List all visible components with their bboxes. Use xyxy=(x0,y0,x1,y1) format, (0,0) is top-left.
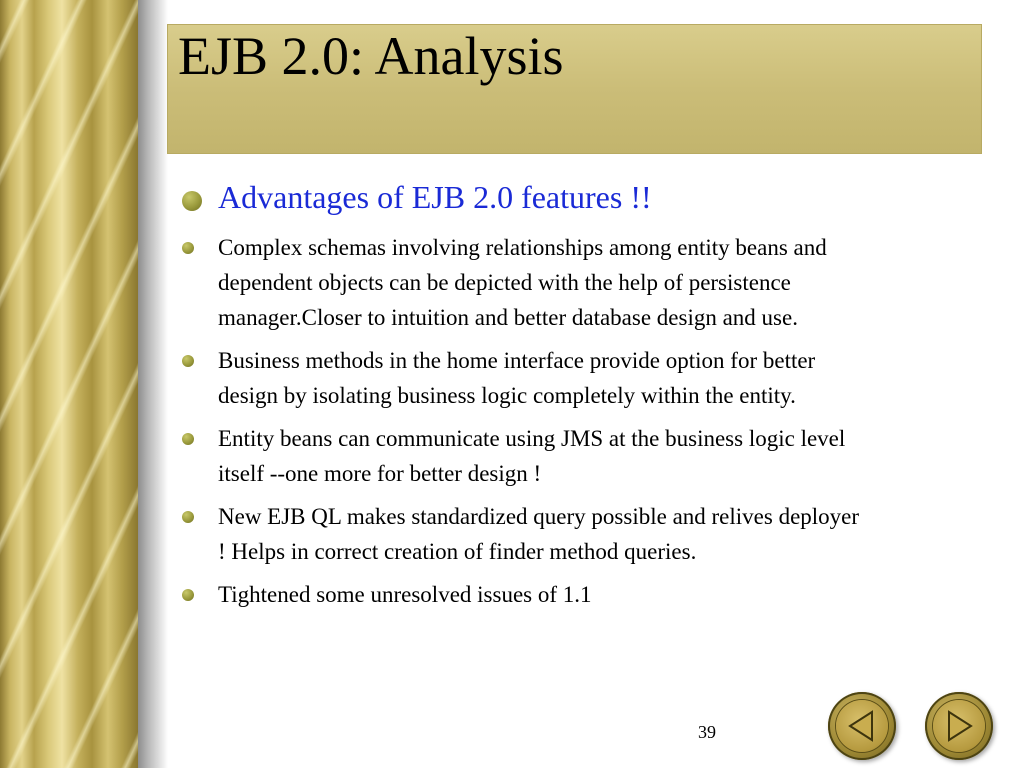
list-item-text: New EJB QL makes standardized query possible and relives deployer ! Helps in correct creation of finder method queries. xyxy=(218,504,860,565)
list-item xyxy=(180,577,1015,612)
triangle-right-icon xyxy=(933,700,985,752)
list-item-text: Tightened some unresolved issues of 1.1 xyxy=(218,582,592,608)
bullet-dot-icon xyxy=(182,355,194,367)
previous-slide-button[interactable] xyxy=(828,692,896,760)
list-item-text: Business methods in the home interface provide option for better design by isolating business logic completely within the entity. xyxy=(218,348,816,409)
bullet-heading: Advantages of EJB 2.0 features !! xyxy=(218,179,652,215)
bullet-dot-icon xyxy=(182,589,194,601)
pillar-shadow xyxy=(138,0,168,768)
page-number: 39 xyxy=(698,722,716,742)
list-item xyxy=(180,343,1015,413)
list-item-text: Complex schemas involving relationships among entity beans and dependent objects can be depicted with the help of persistence manager.Closer to intuition and better database design and use. xyxy=(218,235,827,331)
bullet-dot-icon xyxy=(182,242,194,254)
bullet-dot-icon xyxy=(182,511,194,523)
next-slide-button[interactable] xyxy=(925,692,993,760)
list-item xyxy=(180,230,1015,335)
bullet-list xyxy=(180,178,1015,620)
bullet-dot-icon xyxy=(182,433,194,445)
triangle-left-icon xyxy=(836,700,888,752)
list-item xyxy=(180,421,1015,491)
bullet-dot-icon xyxy=(182,191,202,211)
heading-bullet xyxy=(180,178,1015,222)
list-item-text: Entity beans can communicate using JMS at the business logic level itself --one more for better design ! xyxy=(218,426,846,487)
list-item xyxy=(180,499,1015,569)
slide-title: EJB 2.0: Analysis xyxy=(178,26,564,86)
decorative-gold-pillar xyxy=(0,0,138,768)
